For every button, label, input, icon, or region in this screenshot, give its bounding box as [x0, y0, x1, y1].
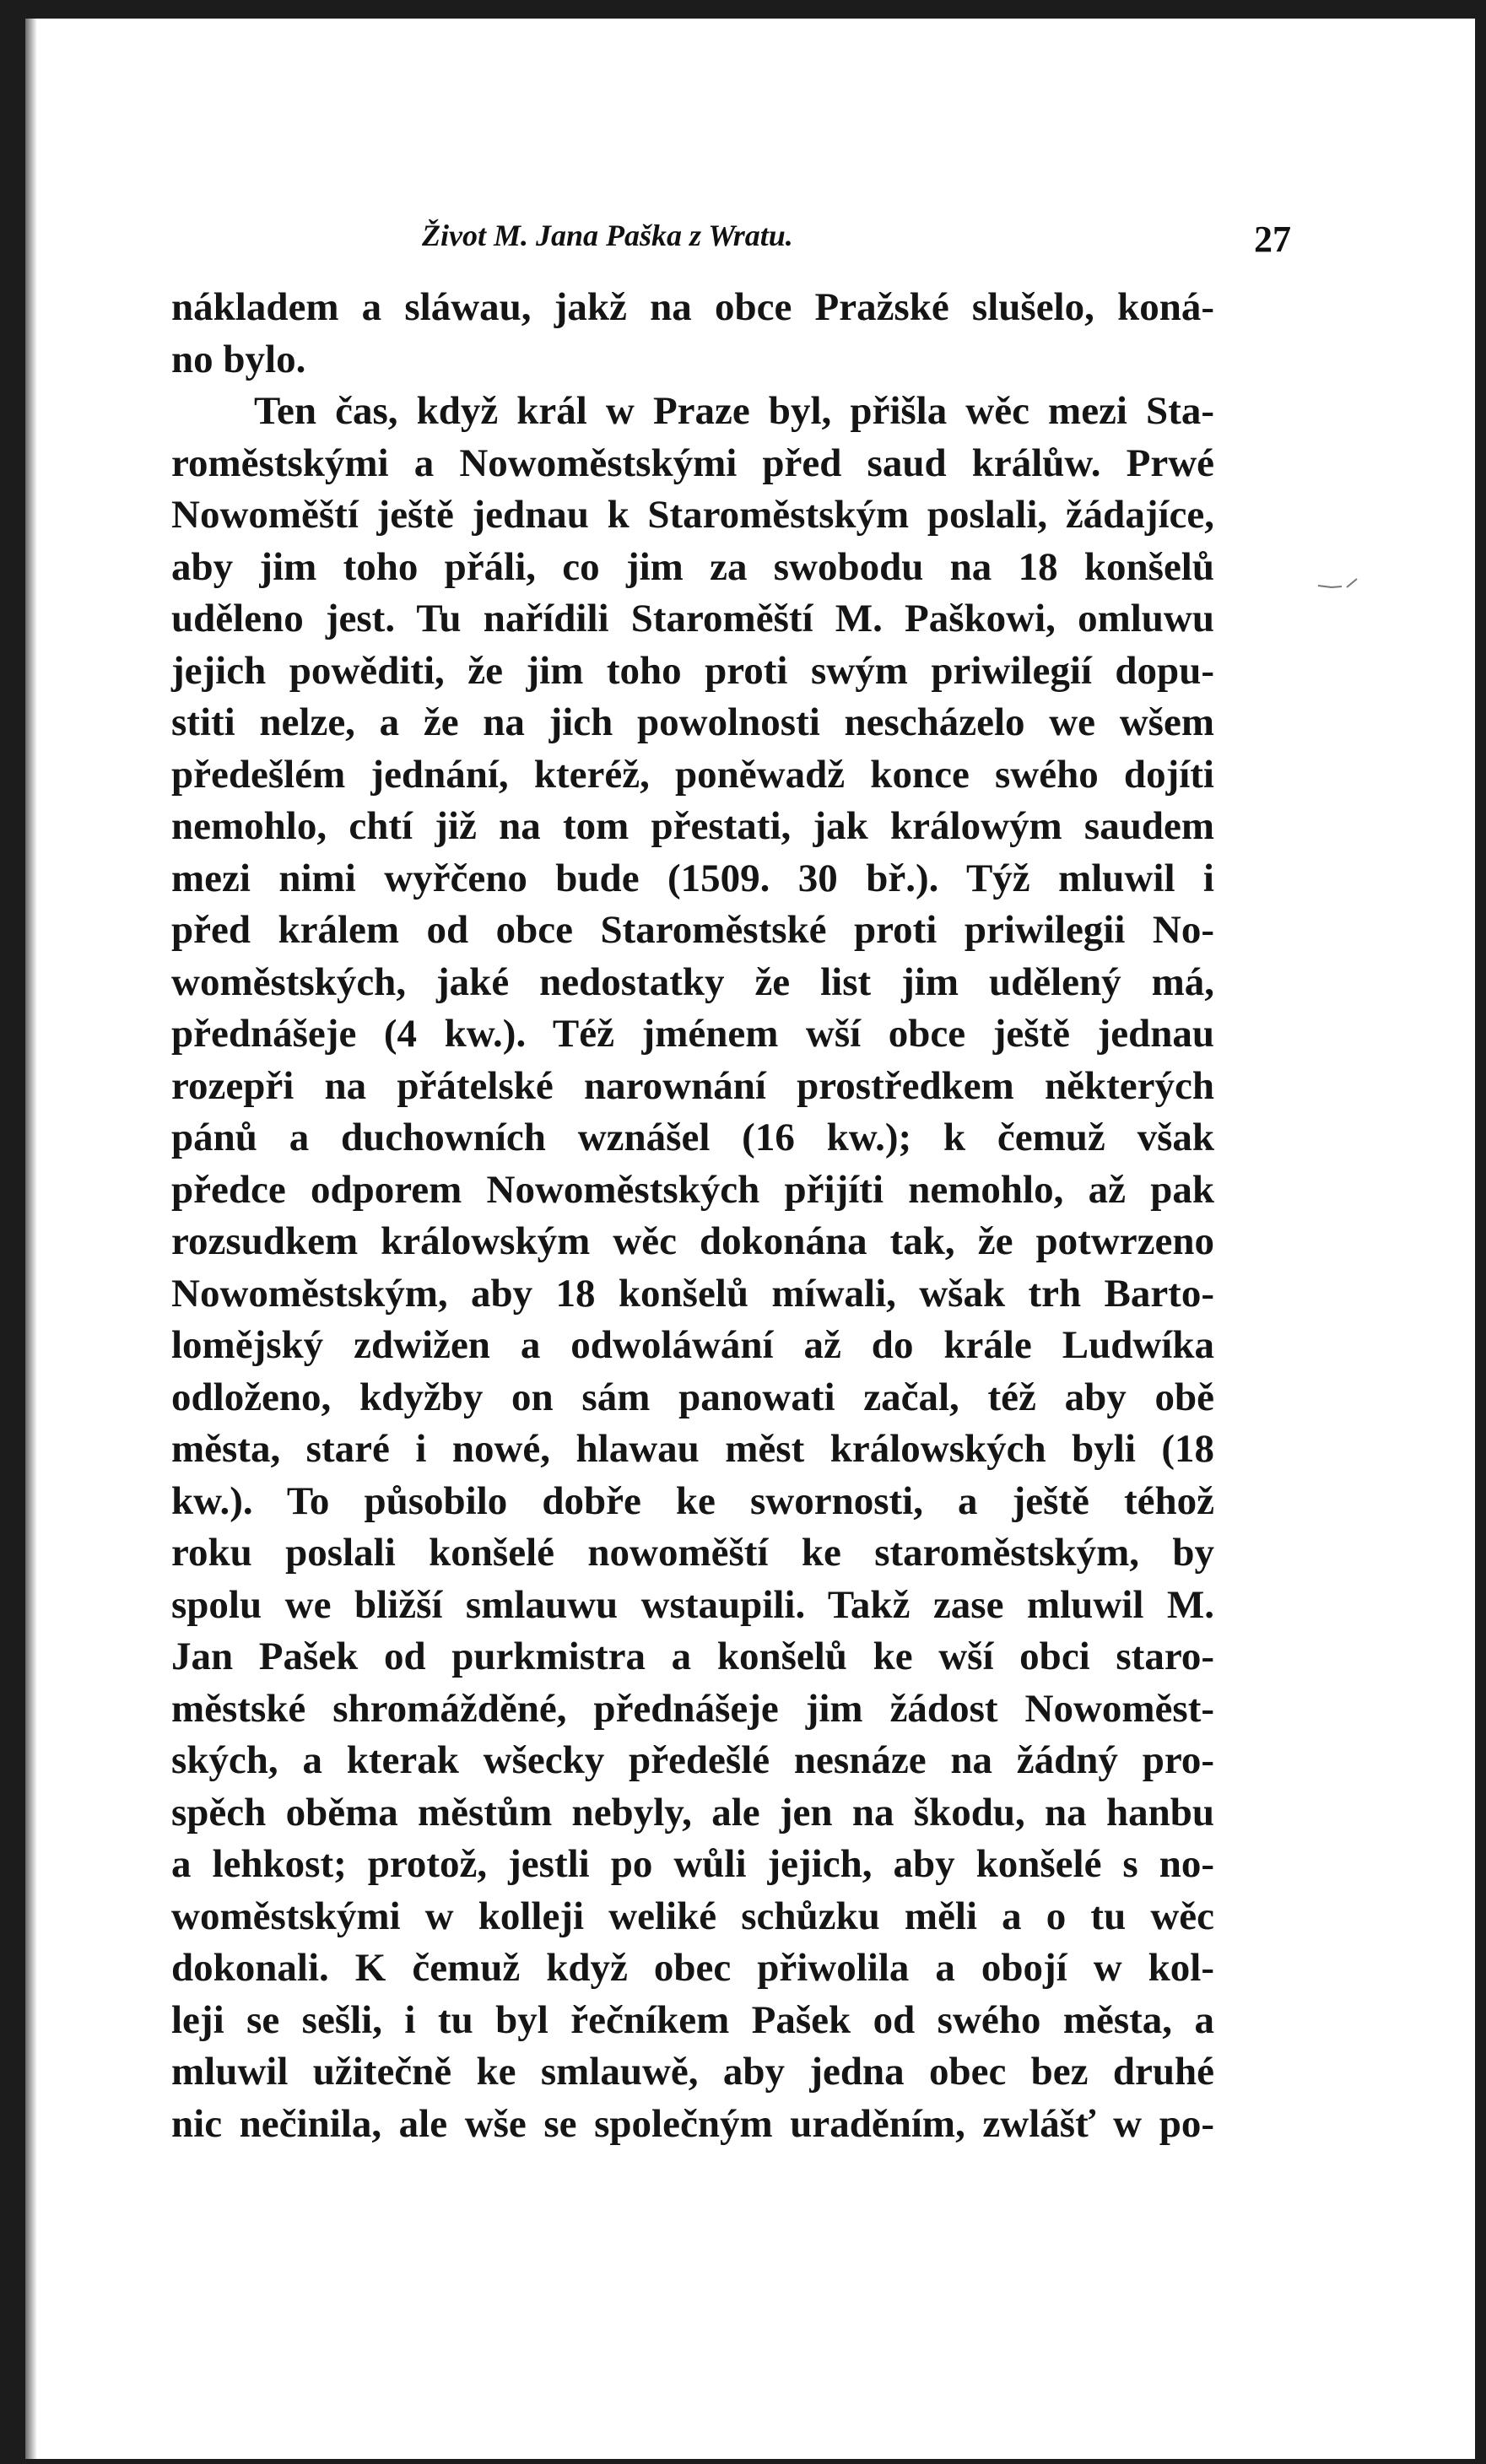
text-line: dokonali. K čemuž když obec přiwolila a obojí w kol-	[171, 1946, 1214, 1990]
text-line: roku poslali konšelé nowoměští ke staroměstským, by	[171, 1531, 1214, 1575]
paragraph-start-line: Ten čas, když král w Praze byl, přišla wěc mezi Sta-	[254, 389, 1214, 433]
text-line: města, staré i nowé, hlawau měst králowských byli (18	[171, 1427, 1214, 1471]
text-line: uděleno jest. Tu nařídili Staroměští M. Paškowi, omluwu	[171, 597, 1214, 640]
text-line: předešlém jednání, kteréž, poněwadž konce swého dojíti	[171, 752, 1214, 797]
text-line: před králem od obce Staroměstské proti priwilegii No-	[171, 908, 1214, 952]
text-line: no bylo.	[171, 337, 306, 381]
body-text	[171, 282, 1214, 2150]
text-line: jejich powěditi, že jim toho proti swým priwilegií dopu-	[171, 648, 1214, 693]
text-line: rozsudkem králowským wěc dokonána tak, že potwrzeno	[171, 1219, 1214, 1263]
text-line: Nowoměstským, aby 18 konšelů míwali, wšak trh Barto-	[171, 1271, 1214, 1316]
text-line: lomějský zdwižen a odwoláwání až do krále Ludwíka	[171, 1323, 1214, 1367]
margin-pencil-mark	[1316, 575, 1359, 592]
text-line: roměstskými a Nowoměstskými před saud králůw. Prwé	[171, 440, 1214, 485]
text-line: kw.). To působilo dobře ke swornosti, a ještě téhož	[171, 1478, 1214, 1523]
text-line: předce odporem Nowoměstských přijíti nemohlo, až pak	[171, 1167, 1214, 1212]
text-line: Nowoměští ještě jednau k Staroměstským poslali, žádajíce,	[171, 493, 1214, 537]
text-line: Jan Pašek od purkmistra a konšelů ke wší obci staro-	[171, 1635, 1214, 1678]
text-line: stiti nelze, a že na jich powolnosti nescházelo we wšem	[171, 700, 1214, 744]
text-line: leji se sešli, i tu byl řečníkem Pašek od swého města, a	[171, 1997, 1214, 2042]
text-line: rozepři na přátelské narownání prostředkem některých	[171, 1063, 1214, 1108]
text-line: aby jim toho přáli, co jim za swobodu na 18 konšelů	[171, 544, 1214, 589]
text-line: spolu we bližší smlauwu wstaupili. Takž zase mluwil M.	[171, 1582, 1214, 1627]
text-line: woměstskými w kolleji weliké schůzku měli a o tu wěc	[171, 1894, 1214, 1938]
text-line: ských, a kterak wšecky předešlé nesnáze na žádný pro-	[171, 1738, 1214, 1782]
text-line: městské shromážděné, přednášeje jim žádost Nowoměst-	[171, 1686, 1214, 1731]
text-line: nic nečinila, ale wše se společným uraděním, zwlášť w po-	[171, 2101, 1214, 2146]
page-number: 27	[1254, 219, 1291, 260]
text-line: spěch oběma městům nebyly, ale jen na škodu, na hanbu	[171, 1790, 1214, 1834]
running-head: Život M. Jana Paška z Wratu.	[422, 219, 793, 252]
text-line: nemohlo, chtí již na tom přestati, jak králowým saudem	[171, 804, 1214, 848]
page-gutter-shadow	[25, 19, 37, 2459]
text-line: woměstských, jaké nedostatky že list jim udělený má,	[171, 959, 1214, 1004]
text-line: odloženo, kdyžby on sám panowati začal, též aby obě	[171, 1375, 1214, 1419]
text-line: pánů a duchowních wznášel (16 kw.); k čemuž však	[171, 1116, 1214, 1159]
book-page	[25, 19, 1475, 2459]
text-line: mluwil užitečně ke smlauwě, aby jedna obec bez druhé	[171, 2050, 1214, 2094]
page-header	[422, 218, 1291, 268]
text-line: mezi nimi wyřčeno bude (1509. 30 bř.). Týž mluwil i	[171, 856, 1214, 900]
text-line: a lehkost; protož, jestli po wůli jejich, aby konšelé s no-	[171, 1842, 1214, 1886]
text-line: nákladem a sláwau, jakž na obce Pražské slušelo, koná-	[171, 285, 1214, 329]
text-line: přednášeje (4 kw.). Též jménem wší obce ještě jednau	[171, 1012, 1214, 1056]
